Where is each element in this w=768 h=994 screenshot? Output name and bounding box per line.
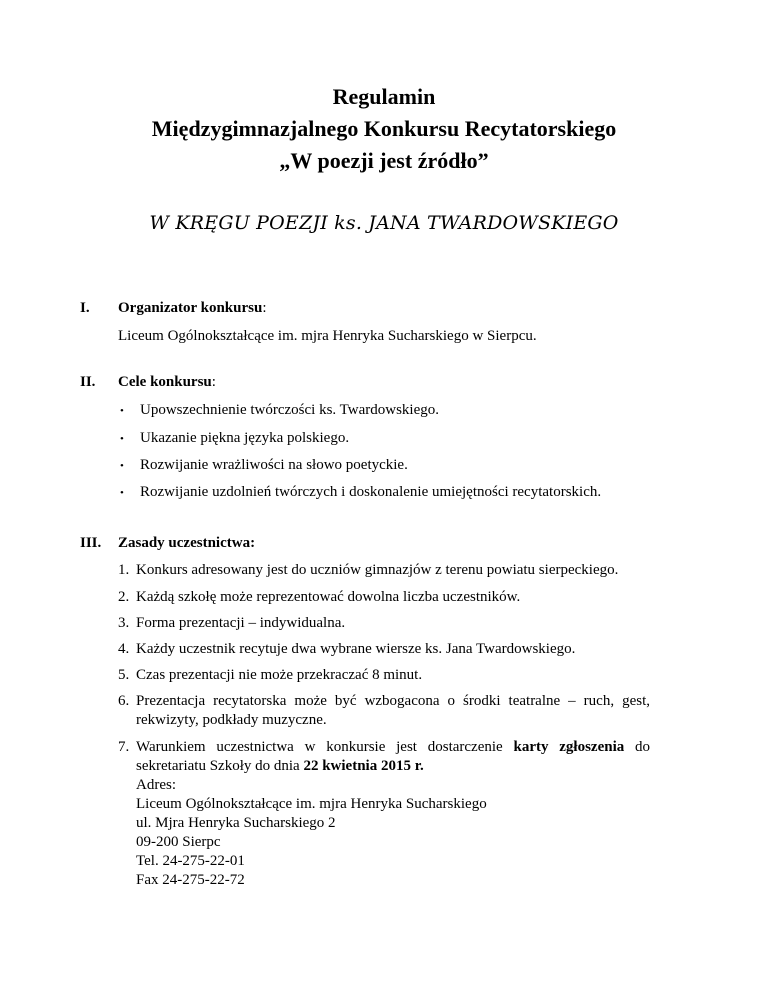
rule-item	[118, 738, 650, 776]
deadline-date: 22 kwietnia 2015 r.	[303, 758, 424, 774]
rule-text-line	[136, 738, 650, 757]
rule-text: Czas prezentacji nie może przekraczać 8 minut.	[136, 667, 423, 683]
rule-text: rekwizyty, podkłady muzyczne.	[136, 712, 327, 728]
list-item-text: Upowszechnienie twórczości ks. Twardowskiego.	[140, 402, 440, 418]
rule-item	[118, 614, 650, 633]
section-rules-heading	[80, 535, 680, 552]
contest-name: Międzygimnazjalnego Konkursu Recytatorskiego	[151, 116, 617, 141]
rule-item	[118, 692, 650, 730]
bullet-icon: •	[120, 487, 124, 499]
rule-text: Każdą szkołę może reprezentować dowolna liczba uczestników.	[136, 589, 521, 605]
rule-text: sekretariatu Szkoły do dnia	[136, 758, 300, 774]
section-colon: :	[211, 374, 216, 390]
list-item-text: Rozwijanie wrażliwości na słowo poetyckie.	[140, 457, 408, 473]
application-form-emphasis: karty zgłoszenia	[513, 739, 625, 755]
rule-text: Forma prezentacji – indywidualna.	[136, 615, 346, 631]
list-item	[118, 402, 439, 420]
rule-number: 5.	[118, 667, 130, 683]
section-number: II.	[80, 374, 96, 390]
rule-text-line	[136, 757, 650, 776]
address-line: 09-200 Sierpc	[136, 834, 221, 850]
rule-number: 3.	[118, 615, 130, 631]
list-item-text: Rozwijanie uzdolnień twórczych i doskonalenie umiejętności recytatorskich.	[140, 484, 602, 500]
rule-number: 4.	[118, 641, 130, 657]
section-organizer-heading	[80, 300, 680, 317]
rule-text: Prezentacja recytatorska może być wzbogacona o środki teatralne – ruch, gest,	[136, 693, 650, 709]
rule-text: do	[635, 739, 651, 755]
rule-number: 2.	[118, 589, 130, 605]
bullet-icon: •	[120, 405, 124, 417]
list-item-text: Ukazanie piękna języka polskiego.	[140, 430, 350, 446]
list-item	[118, 430, 349, 448]
section-number: III.	[80, 535, 102, 551]
rule-item	[118, 666, 650, 685]
address-line: ul. Mjra Henryka Sucharskiego 2	[136, 815, 336, 831]
organizer-text: Liceum Ogólnokształcące im. mjra Henryka Sucharskiego w Sierpcu.	[118, 328, 537, 344]
rule-text: Każdy uczestnik recytuje dwa wybrane wiersze ks. Jana Twardowskiego.	[136, 641, 576, 657]
rule-text: Konkurs adresowany jest do uczniów gimnazjów z terenu powiatu sierpeckiego.	[136, 562, 619, 578]
contest-subtitle: W KRĘGU POEZJI ks. JANA TWARDOWSKIEGO	[149, 212, 619, 234]
rule-item	[118, 640, 650, 659]
bullet-icon: •	[120, 433, 124, 445]
address-label: Adres:	[136, 777, 176, 793]
section-goals-heading	[80, 374, 680, 391]
section-title: Organizator konkursu	[118, 300, 263, 316]
rule-text: Warunkiem uczestnictwa w konkursie jest dostarczenie	[136, 739, 503, 755]
rule-number: 7.	[118, 739, 130, 755]
address-block	[136, 776, 487, 890]
rule-number: 1.	[118, 562, 130, 578]
rule-item	[118, 588, 650, 607]
bullet-icon: •	[120, 460, 124, 472]
section-title: Cele konkursu	[118, 374, 212, 390]
section-title: Zasady uczestnictwa:	[118, 535, 256, 551]
address-line: Liceum Ogólnokształcące im. mjra Henryka Sucharskiego	[136, 796, 487, 812]
section-colon: :	[262, 300, 267, 316]
list-item	[118, 457, 408, 475]
document-title: Regulamin	[332, 84, 436, 109]
rule-number: 6.	[118, 693, 130, 709]
fax-number: Fax 24-275-22-72	[136, 872, 245, 888]
contest-motto: „W poezji jest źródło”	[279, 148, 489, 173]
phone-number: Tel. 24-275-22-01	[136, 853, 245, 869]
list-item	[118, 484, 601, 502]
rule-item	[118, 561, 650, 580]
section-number: I.	[80, 300, 90, 316]
